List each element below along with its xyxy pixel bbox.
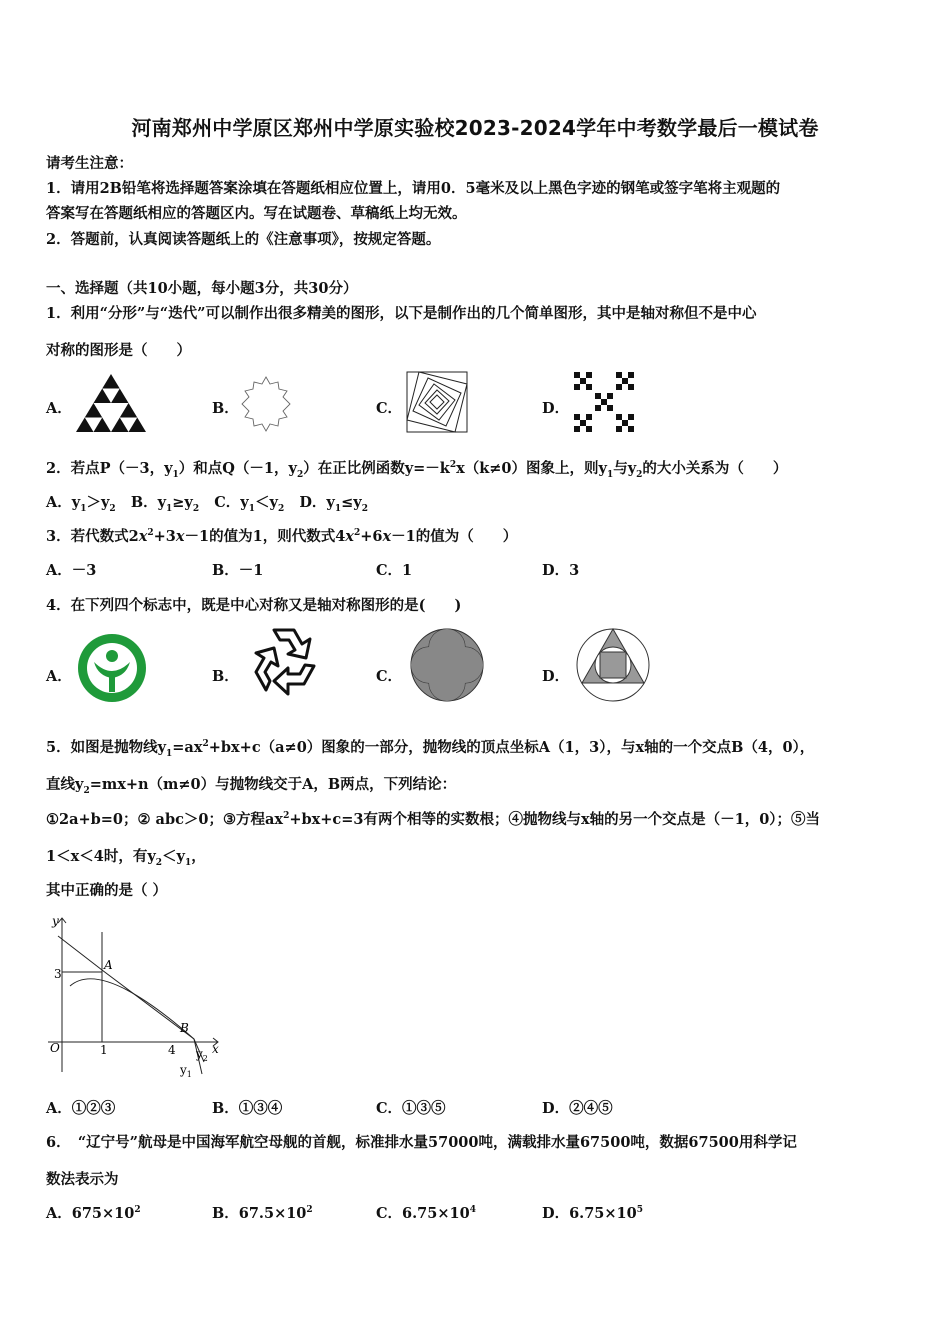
q5-stem-line4: 1＜x＜4时，有$y_2<y_1$，: [46, 848, 206, 868]
page-title: 河南郑州中学原区郑州中学原实验校2023-2024学年中考数学最后一模试卷: [131, 116, 819, 140]
q4-option-d-label: D．: [542, 668, 570, 685]
q2-options: [46, 491, 368, 514]
q1-stem-line1: 1．利用“分形”与“迭代”可以制作出很多精美的图形，以下是制作出的几个简单图形，其中是轴对称但不是中心: [46, 305, 757, 322]
point-a-label: A: [104, 958, 113, 972]
q3-option-a: A．－3: [46, 562, 97, 579]
q1-option-b-label: B．: [212, 400, 239, 417]
notice-heading: 请考生注意：: [46, 155, 133, 172]
tick-label-4: 4: [168, 1043, 176, 1057]
q1-option-d-label: D．: [542, 400, 570, 417]
q5-stem-line1: 5．如图是抛物线$y_1=ax^2+bx+c(a\ne 0)$图象的一部分，抛物线的顶点坐标A（1，3），与x轴的一个交点B（4，0），: [46, 739, 815, 759]
triangle-circle-square-icon: [574, 626, 652, 704]
q4-option-c-label: C．: [376, 668, 403, 685]
tick-label-3: 3: [54, 967, 62, 981]
nested-squares-figure: [404, 370, 470, 434]
q4-option-a-label: A．: [46, 668, 72, 685]
line-y2: [58, 936, 202, 1074]
q3-stem: 3．若代数式$2x^2+3x-1$的值为1，则代数式$4x^2+6x-1$的值为（ ）: [46, 528, 518, 545]
q5-option-b: B．①③④: [212, 1100, 283, 1117]
y2-label: $y_2$: [196, 1047, 208, 1063]
q6-option-b: B．$67.5\times 10^2$: [212, 1205, 313, 1222]
q3-option-c: C．1: [376, 562, 413, 579]
green-food-logo-icon: [76, 632, 148, 704]
q2-option-a: A．$y_1>y_2$: [46, 494, 116, 514]
q5-option-d: D．②④⑤: [542, 1100, 613, 1117]
q1-option-c-label: C．: [376, 400, 403, 417]
q6-stem-line1: 6． “辽宁号”航母是中国海军航空母舰的首舰，标准排水量57000吨，满载排水量67500吨，数据67500用科学记: [46, 1134, 797, 1151]
notice-line-2: 2．答题前，认真阅读答题纸上的《注意事项》，按规定答题。: [46, 231, 441, 248]
parabola-line-graph: [40, 912, 226, 1082]
q6-option-a: A．$675\times 10^2$: [46, 1205, 141, 1222]
koch-snowflake-figure: [236, 374, 296, 434]
section-heading: 一、选择题（共10小题，每小题3分，共30分）: [46, 280, 358, 297]
q3-option-d: D．3: [542, 562, 580, 579]
q5-option-c: C．①③⑤: [376, 1100, 446, 1117]
x-axis-label: x: [212, 1042, 219, 1056]
recycle-logo-icon: [244, 624, 324, 700]
notice-line-1a: 1．请用2B铅笔将选择题答案涂填在答题纸相应位置上，请用0．5毫米及以上黑色字迹的钢笔或签字笔将主观题的: [46, 180, 781, 197]
q6-option-c: C．$6.75\times 10^4$: [376, 1205, 476, 1222]
sierpinski-triangle-figure: [74, 372, 148, 434]
q2-option-d: D．$y_1\le y_2$: [299, 494, 368, 514]
point-b-label: B: [180, 1021, 189, 1035]
q5-stem-line3: ①2a+b=0；② abc＞0；③方程$ax^2+bx+c=3$有两个相等的实数根；④抛物线与x轴的另一个交点是（－1，0）；⑤当: [46, 811, 821, 828]
origin-label: O: [50, 1041, 60, 1055]
q1-stem-line2: 对称的图形是（ ）: [46, 342, 191, 359]
q4-option-b-label: B．: [212, 668, 239, 685]
q2-option-b: B．$y_1\ge y_2$: [130, 494, 200, 514]
q6-stem-line2: 数法表示为: [46, 1171, 119, 1188]
q5-stem-line2: 直线$y_2=mx+n(m\ne 0)$与抛物线交于A，B两点，下列结论：: [46, 776, 457, 796]
q4-stem: 4．在下列四个标志中，既是中心对称又是轴对称图形的是( ): [46, 597, 462, 614]
q6-option-d: D．$6.75\times 10^5$: [542, 1205, 643, 1222]
q2-stem: 2．若点P（－3，$y_1$）和点Q（－1，$y_2$）在正比例函数$y=-k^2x(k\ne 0)$图象上，则$y_1$与$y_2$的大小关系为（ ）: [46, 460, 788, 480]
four-petal-circle-icon: [408, 626, 486, 704]
y-axis-label: y: [52, 914, 59, 928]
q5-stem-line5: 其中正确的是（ ）: [46, 882, 168, 899]
q5-option-a: A．①②③: [46, 1100, 116, 1117]
q1-option-a-label: A．: [46, 400, 72, 417]
q2-option-c: C．$y_1<y_2$: [214, 494, 285, 514]
tick-label-1: 1: [100, 1043, 108, 1057]
y1-label: $y_1$: [180, 1063, 192, 1079]
notice-line-1b: 答案写在答题纸相应的答题区内。写在试题卷、草稿纸上均无效。: [46, 205, 467, 222]
q3-option-b: B．－1: [212, 562, 264, 579]
vicsek-fractal-figure: [574, 372, 634, 432]
